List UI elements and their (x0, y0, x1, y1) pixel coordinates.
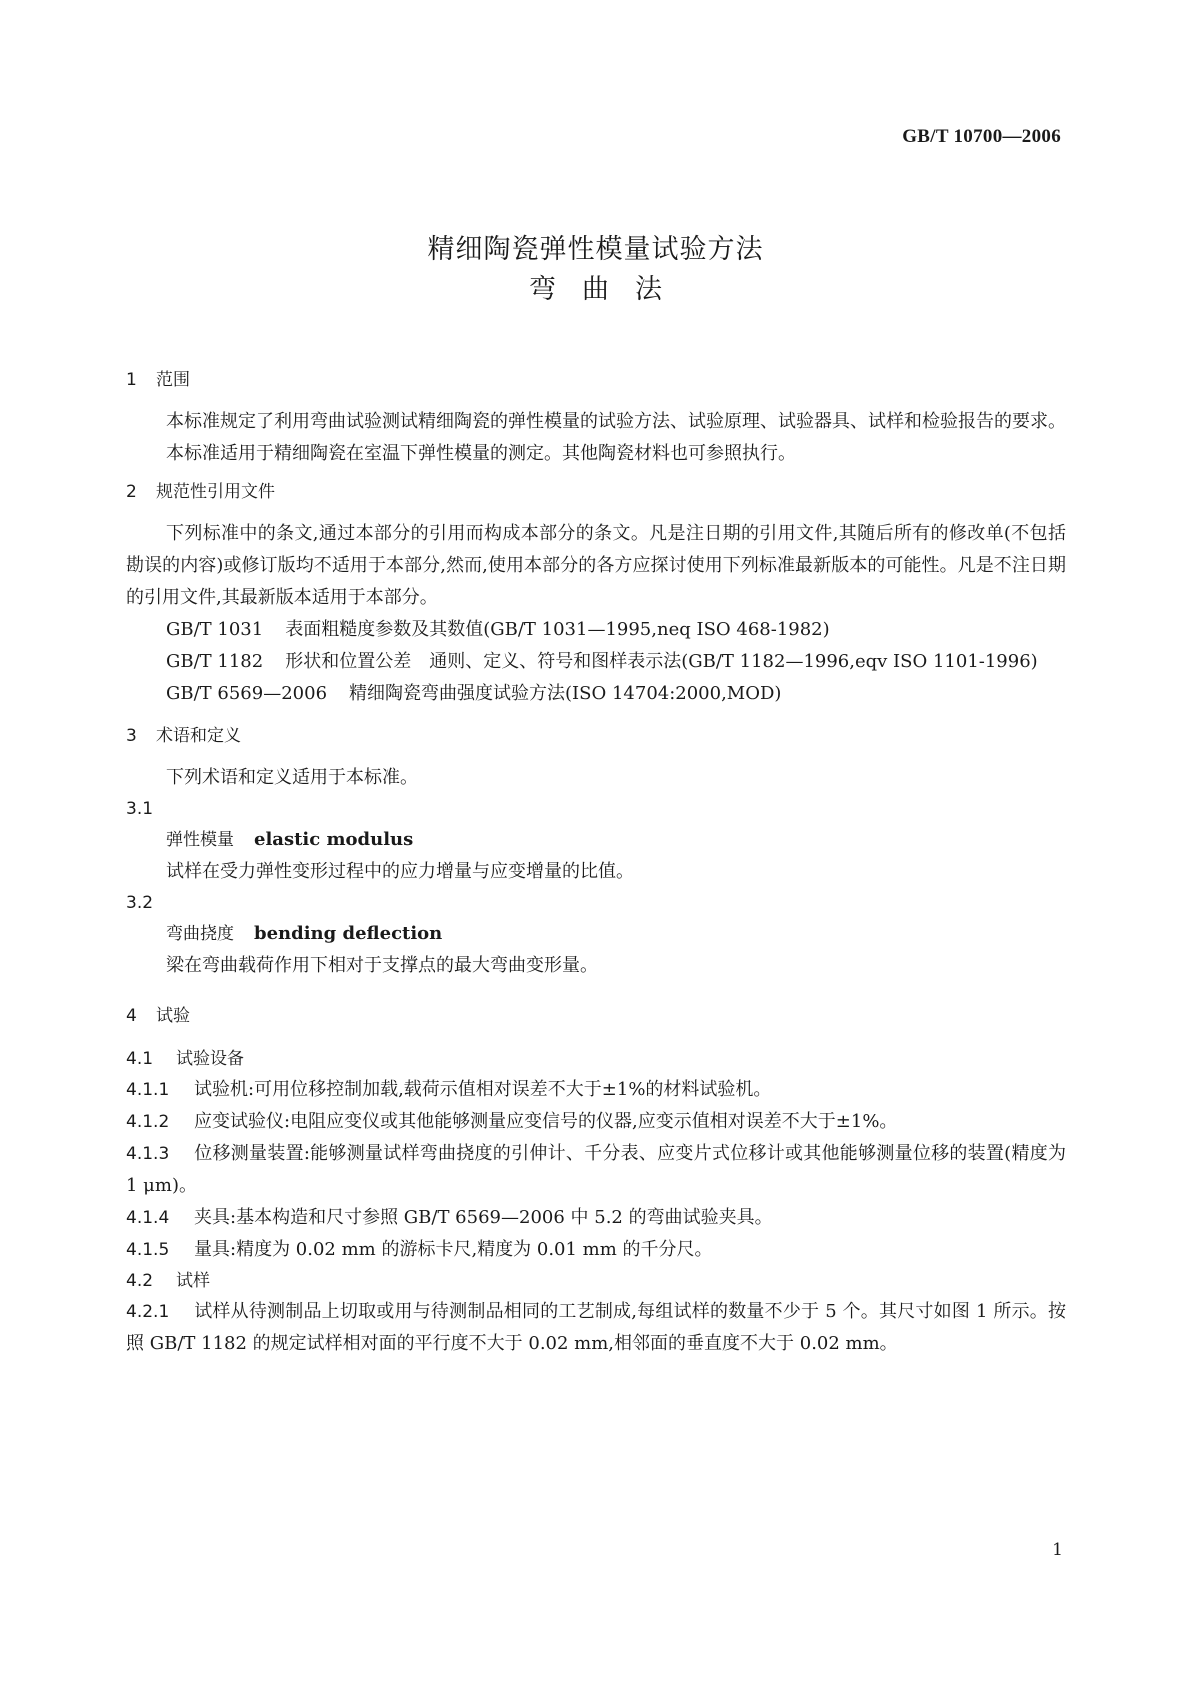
page-number: 1 (1052, 1540, 1063, 1560)
clause-number: 4.1.4 (126, 1208, 170, 1228)
section-title: 规范性引用文件 (156, 482, 275, 502)
clause-item (126, 1106, 1066, 1138)
term-definition: 试样在受力弹性变形过程中的应力增量与应变增量的比值。 (166, 861, 634, 882)
section-title: 术语和定义 (156, 726, 241, 746)
clause-number: 4.1.1 (126, 1080, 170, 1100)
reference-code: GB/T 1182 (166, 651, 264, 672)
clause-text: 应变试验仪:电阻应变仪或其他能够测量应变信号的仪器,应变示值相对误差不大于±1%。 (194, 1111, 898, 1132)
subsection-number: 4.2 (126, 1271, 154, 1291)
section-number: 1 (126, 370, 137, 390)
clause-text: 夹具:基本构造和尺寸参照 GB/T 6569—2006 中 5.2 的弯曲试验夹具。 (194, 1207, 773, 1228)
reference-text: 表面粗糙度参数及其数值(GB/T 1031—1995,neq ISO 468-1982) (285, 619, 830, 640)
clause-item (126, 1202, 1066, 1234)
term-name-zh: 弯曲挠度 (166, 924, 234, 944)
term-number: 3.2 (126, 893, 154, 913)
term-definition: 梁在弯曲载荷作用下相对于支撑点的最大弯曲变形量。 (166, 955, 598, 976)
subsection-title: 试验设备 (176, 1049, 244, 1069)
term-name-en: bending deflection (254, 923, 443, 944)
clause-text: 位移测量装置:能够测量试样弯曲挠度的引伸计、千分表、应变片式位移计或其他能够测量位移的装置(精度为 1 μm)。 (126, 1143, 1066, 1196)
section-2-heading (126, 480, 1066, 504)
subsection-title: 试样 (176, 1271, 210, 1291)
subsection-number: 4.1 (126, 1049, 154, 1069)
section-number: 4 (126, 1006, 137, 1026)
term-name (126, 824, 1066, 856)
document-subtitle: 弯曲法 (529, 274, 688, 305)
reference-item (126, 678, 1066, 710)
section-2-paragraph-1: 下列标准中的条文,通过本部分的引用而构成本部分的条文。凡是注日期的引用文件,其随后所有的修改单(不包括勘误的内容)或修订版均不适用于本部分,然而,使用本部分的各方应探讨使用下列标准最新版本的可能性。凡是不注日期的引用文件,其最新版本适用于本部分。 (126, 523, 1066, 608)
section-3-heading (126, 724, 1066, 748)
section-title: 试验 (156, 1006, 190, 1026)
reference-item (126, 646, 1066, 678)
section-1-heading (126, 368, 1066, 392)
section-number: 3 (126, 726, 137, 746)
clause-text: 试样从待测制品上切取或用与待测制品相同的工艺制成,每组试样的数量不少于 5 个。其尺寸如图 1 所示。按照 GB/T 1182 的规定试样相对面的平行度不大于 0.02 mm,相邻面的垂直度不大于 0.02 mm。 (126, 1301, 1066, 1354)
clause-text: 量具:精度为 0.02 mm 的游标卡尺,精度为 0.01 mm 的千分尺。 (194, 1239, 713, 1260)
clause-item (126, 1138, 1066, 1202)
reference-text: 形状和位置公差 通则、定义、符号和图样表示法(GB/T 1182—1996,eqv ISO 1101-1996) (285, 651, 1038, 672)
subsection-4-2-heading (126, 1266, 1066, 1296)
section-3-paragraph-1: 下列术语和定义适用于本标准。 (166, 767, 418, 788)
clause-item (126, 1296, 1066, 1360)
clause-item (126, 1074, 1066, 1106)
section-1-paragraph-1: 本标准规定了利用弯曲试验测试精细陶瓷的弹性模量的试验方法、试验原理、试验器具、试样和检验报告的要求。 (166, 411, 1066, 432)
subsection-4-1-heading (126, 1044, 1066, 1074)
clause-number: 4.1.2 (126, 1112, 170, 1132)
term-name (126, 918, 1066, 950)
clause-item (126, 1234, 1066, 1266)
term-name-zh: 弹性模量 (166, 830, 234, 850)
section-1-paragraph-2: 本标准适用于精细陶瓷在室温下弹性模量的测定。其他陶瓷材料也可参照执行。 (166, 443, 796, 464)
title-block (0, 230, 1191, 310)
section-title: 范围 (156, 370, 190, 390)
clause-text: 试验机:可用位移控制加载,载荷示值相对误差不大于±1%的材料试验机。 (194, 1079, 772, 1100)
reference-item (126, 614, 1066, 646)
clause-number: 4.1.5 (126, 1240, 170, 1260)
reference-code: GB/T 1031 (166, 619, 264, 640)
standard-code: GB/T 10700—2006 (902, 126, 1061, 147)
reference-code: GB/T 6569—2006 (166, 683, 328, 704)
section-4-heading (126, 1004, 1066, 1028)
clause-number: 4.1.3 (126, 1144, 170, 1164)
section-number: 2 (126, 482, 137, 502)
term-number: 3.1 (126, 799, 154, 819)
document-title: 精细陶瓷弹性模量试验方法 (427, 234, 764, 265)
clause-number: 4.2.1 (126, 1302, 170, 1322)
reference-text: 精细陶瓷弯曲强度试验方法(ISO 14704:2000,MOD) (349, 683, 782, 704)
document-body (126, 368, 1066, 1360)
term-name-en: elastic modulus (254, 829, 414, 850)
